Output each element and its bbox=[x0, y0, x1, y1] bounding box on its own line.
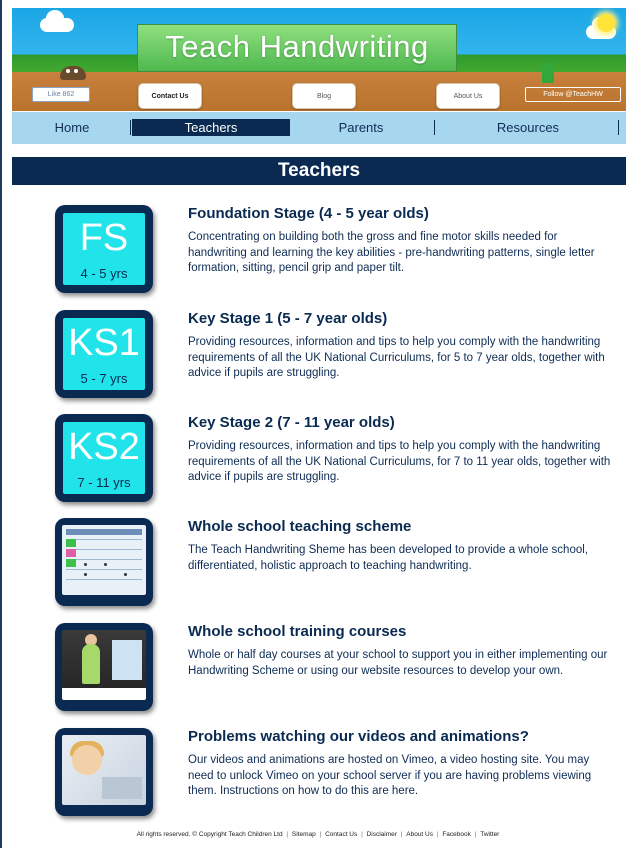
badge-face bbox=[63, 318, 145, 390]
item-description: The Teach Handwriting Sheme has been developed to provide a whole school, differentiated, holistic approach to teaching handwriting. bbox=[188, 544, 588, 572]
item-title[interactable]: Key Stage 1 (5 - 7 year olds) bbox=[188, 310, 388, 327]
ks1-badge[interactable] bbox=[55, 310, 153, 398]
ks2-badge[interactable] bbox=[55, 414, 153, 502]
item-description: Concentrating on building both the gross and fine motor skills needed for handwriting and learning the key abilities - pre-handwriting patterns, single letter formation, sitting, pencil grip and paper tilt. bbox=[188, 231, 595, 274]
footer-copyright: All rights reserved. © Copyright Teach Children Ltd bbox=[136, 831, 283, 838]
footer-link-disclaimer[interactable]: Disclaimer bbox=[366, 831, 397, 838]
about-us-button[interactable]: About Us bbox=[436, 83, 500, 109]
item-description: Whole or half day courses at your school to support you in either implementing our Handwriting Scheme or using our website resources to develop your own. bbox=[188, 649, 608, 677]
footer-link-about[interactable]: About Us bbox=[406, 831, 433, 838]
page-border bbox=[0, 0, 2, 848]
item-title[interactable]: Foundation Stage (4 - 5 year olds) bbox=[188, 205, 429, 222]
item-description: Providing resources, information and tips to help you comply with the handwriting requirements of all the UK National Curriculums, for 5 to 7 year olds, together with advice if pupils are struggling. bbox=[188, 336, 605, 379]
main-menu bbox=[12, 112, 626, 144]
item-title[interactable]: Problems watching our videos and animations? bbox=[188, 728, 529, 745]
menu-divider bbox=[130, 120, 131, 135]
badge-label: KS2 bbox=[68, 426, 140, 468]
training-thumbnail[interactable] bbox=[55, 623, 153, 711]
badge-face bbox=[63, 422, 145, 494]
footer-link-facebook[interactable]: Facebook bbox=[442, 831, 471, 838]
mole-icon bbox=[60, 66, 86, 80]
item-title[interactable]: Whole school teaching scheme bbox=[188, 518, 412, 535]
blog-button[interactable]: Blog bbox=[292, 83, 356, 109]
footer-link-twitter[interactable]: Twitter bbox=[480, 831, 500, 838]
badge-age-range: 7 - 11 yrs bbox=[77, 475, 131, 490]
footer: All rights reserved. © Copyright Teach Children Ltd | Sitemap | Contact Us | Disclaimer | About Us | Facebook | Twitter bbox=[136, 831, 500, 838]
badge-face bbox=[63, 213, 145, 285]
menu-item-home[interactable]: Home bbox=[54, 120, 90, 135]
fs-badge[interactable] bbox=[55, 205, 153, 293]
twitter-follow-button[interactable]: Follow @TeachHW bbox=[525, 87, 621, 102]
menu-item-resources[interactable]: Resources bbox=[496, 120, 560, 135]
badge-label: KS1 bbox=[68, 322, 140, 364]
item-description: Providing resources, information and tips to help you comply with the handwriting requirements of all the UK National Curriculums, for 7 to 11 year olds, together with advice if pupils are struggling. bbox=[188, 440, 611, 483]
menu-divider bbox=[618, 120, 619, 135]
training-photo bbox=[62, 630, 146, 700]
scheme-table-image bbox=[62, 525, 146, 595]
cloud-icon bbox=[40, 18, 74, 32]
contact-us-button[interactable]: Contact Us bbox=[138, 83, 202, 109]
plant-icon bbox=[542, 63, 554, 83]
video-thumbnail[interactable] bbox=[55, 728, 153, 816]
menu-divider bbox=[434, 120, 435, 135]
scheme-thumbnail[interactable] bbox=[55, 518, 153, 606]
item-title[interactable]: Whole school training courses bbox=[188, 623, 407, 640]
badge-age-range: 5 - 7 yrs bbox=[80, 371, 128, 386]
section-header bbox=[12, 157, 626, 185]
menu-item-parents[interactable]: Parents bbox=[338, 120, 384, 135]
child-photo bbox=[62, 735, 146, 805]
menu-item-teachers[interactable]: Teachers bbox=[132, 119, 290, 136]
footer-link-contact[interactable]: Contact Us bbox=[325, 831, 358, 838]
header-banner bbox=[12, 8, 626, 111]
facebook-like-button[interactable]: Like 862 bbox=[32, 87, 90, 102]
page-title: Teachers bbox=[277, 160, 361, 181]
site-title[interactable]: Teach Handwriting bbox=[165, 29, 429, 64]
sun-icon bbox=[597, 14, 615, 32]
item-description: Our videos and animations are hosted on Vimeo, a video hosting site. You may need to unlock Vimeo on your school server if you are having problems viewing them. Instructions on how to do this are here. bbox=[188, 754, 592, 797]
badge-label: FS bbox=[79, 217, 129, 259]
badge-age-range: 4 - 5 yrs bbox=[80, 266, 128, 281]
footer-link-sitemap[interactable]: Sitemap bbox=[291, 831, 316, 838]
item-title[interactable]: Key Stage 2 (7 - 11 year olds) bbox=[188, 414, 395, 431]
site-title-box[interactable] bbox=[137, 24, 457, 72]
